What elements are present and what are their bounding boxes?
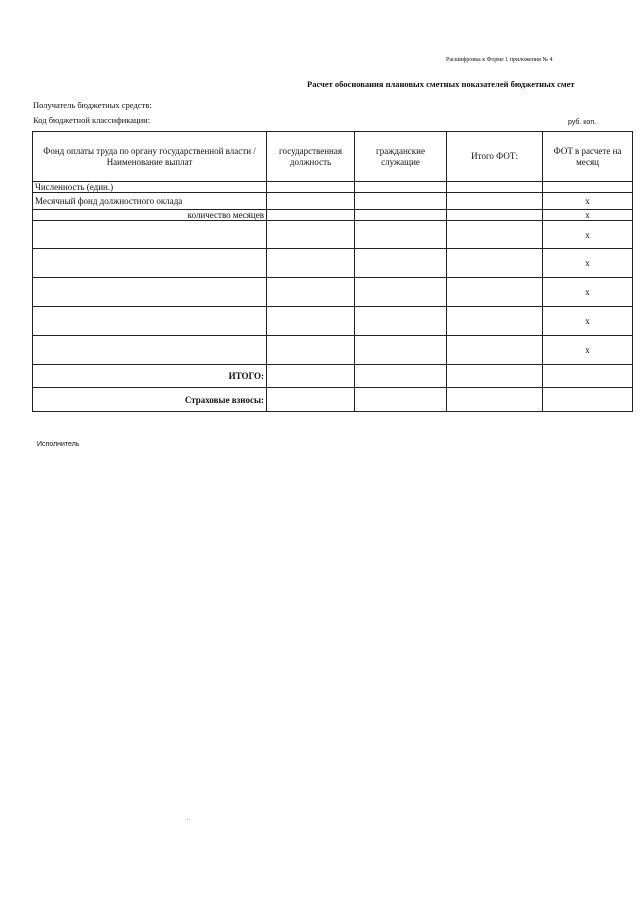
table-cell (447, 249, 543, 278)
table-cell (543, 182, 633, 193)
table-cell (447, 336, 543, 365)
table-cell: х (543, 221, 633, 249)
executor-label: Исполнитель (37, 441, 80, 448)
table-cell (267, 210, 355, 221)
table-cell (355, 249, 447, 278)
table-cell (267, 388, 355, 412)
table-cell (355, 278, 447, 307)
document-title: Расчет обоснования плановых сметных показателей бюджетных смет (307, 79, 575, 89)
table-cell (543, 388, 633, 412)
table-cell: х (543, 210, 633, 221)
table-row (33, 182, 633, 193)
table-cell (355, 388, 447, 412)
table-cell (267, 336, 355, 365)
table-cell: х (543, 193, 633, 210)
table-cell (447, 388, 543, 412)
row-label-total: ИТОГО: (33, 365, 267, 388)
row-label-monthly-salary: Месячный фонд должностного оклада (33, 193, 267, 210)
table-row (33, 210, 633, 221)
table-cell (267, 307, 355, 336)
table-row (33, 249, 633, 278)
stray-mark: . (187, 816, 189, 822)
row-label (33, 221, 267, 249)
table-cell (447, 210, 543, 221)
row-label (33, 307, 267, 336)
table-cell (267, 182, 355, 193)
table-cell (543, 365, 633, 388)
table-cell (447, 307, 543, 336)
column-header-name: Фонд оплаты труда по органу государственной власти / Наименование выплат (33, 132, 267, 182)
recipient-label: Получатель бюджетных средств: (33, 100, 152, 110)
table-row (33, 221, 633, 249)
budget-code-label: Код бюджетной классификации: (33, 115, 151, 125)
units-label: руб. коп. (568, 119, 597, 126)
table-cell: х (543, 278, 633, 307)
table-row (33, 278, 633, 307)
table-cell (355, 365, 447, 388)
table-header-row (33, 132, 633, 182)
table-cell (267, 278, 355, 307)
table-cell (447, 182, 543, 193)
payroll-table (32, 131, 633, 412)
table-cell: х (543, 307, 633, 336)
row-label-months: количество месяцев (33, 210, 267, 221)
row-label (33, 278, 267, 307)
appendix-note: Расшифровка к Форме 1 приложения № 4 (446, 57, 553, 63)
table-cell (355, 193, 447, 210)
row-label-insurance: Страховые взносы: (33, 388, 267, 412)
table-cell (355, 307, 447, 336)
table-cell (267, 365, 355, 388)
row-label (33, 249, 267, 278)
table-row (33, 193, 633, 210)
table-row (33, 365, 633, 388)
column-header-state-position: государственная должность (267, 132, 355, 182)
table-cell: х (543, 336, 633, 365)
row-label-headcount: Численность (един.) (33, 182, 267, 193)
table-row (33, 336, 633, 365)
column-header-total-payroll: Итого ФОТ: (447, 132, 543, 182)
table-cell (447, 278, 543, 307)
table-cell: х (543, 249, 633, 278)
column-header-monthly-payroll: ФОТ в расчете на месяц (543, 132, 633, 182)
row-label (33, 336, 267, 365)
table-cell (447, 193, 543, 210)
table-cell (355, 182, 447, 193)
column-header-civil-servants: гражданские служащие (355, 132, 447, 182)
table-cell (447, 221, 543, 249)
table-cell (267, 221, 355, 249)
table-row (33, 388, 633, 412)
table-cell (447, 365, 543, 388)
table-cell (267, 193, 355, 210)
table-cell (267, 249, 355, 278)
table-row (33, 307, 633, 336)
table-cell (355, 336, 447, 365)
table-cell (355, 221, 447, 249)
table-cell (355, 210, 447, 221)
